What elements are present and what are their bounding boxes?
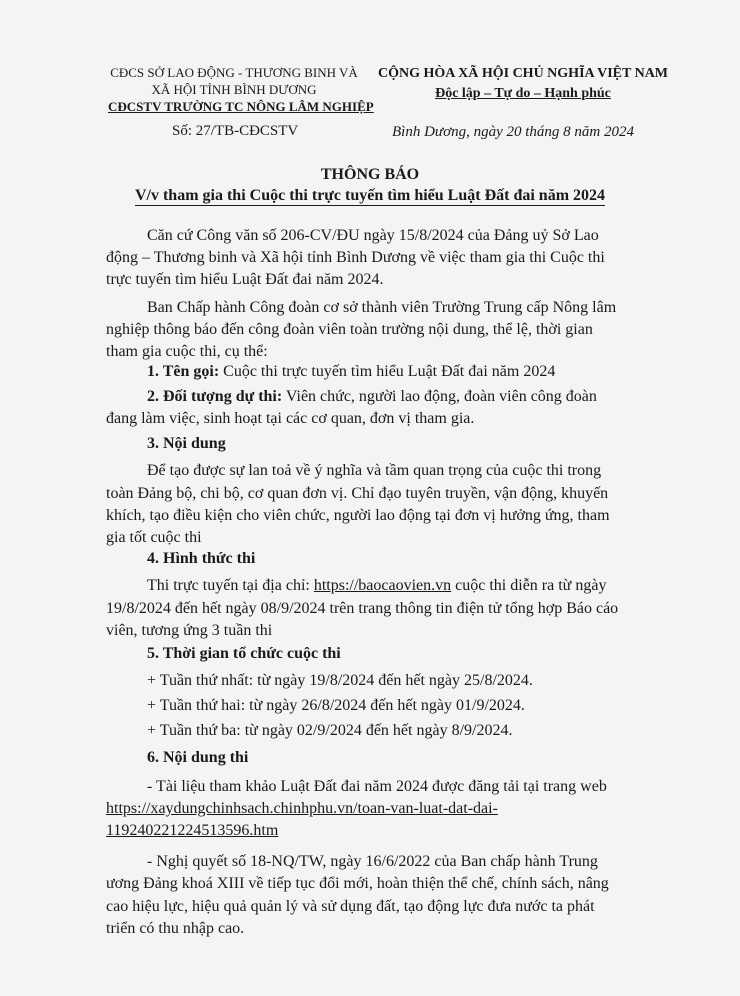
intro-p2-line-1: Ban Chấp hành Công đoàn cơ sở thành viên Trường Trung cấp Nông lâm	[147, 299, 617, 316]
section-6b-line-2: ương Đảng khoá XIII về tiếp tục đổi mới, hoàn thiện thể chế, chính sách, nâng	[106, 875, 609, 892]
section-1-text: Cuộc thi trực tuyến tìm hiểu Luật Đất đai năm 2024	[219, 363, 556, 380]
baocaovien-link[interactable]: https://baocaovien.vn	[313, 577, 452, 594]
law-link-line-1[interactable]: https://xaydungchinhsach.chinhphu.vn/toan-van-luat-dat-dai-	[106, 800, 498, 817]
section-1	[147, 361, 555, 383]
doc-title: THÔNG BÁO	[320, 166, 420, 183]
section-3-line-1: Để tạo được sự lan toả về ý nghĩa và tầm quan trọng của cuộc thi trong	[147, 462, 602, 479]
section-5-title: 5. Thời gian tổ chức cuộc thi	[147, 645, 341, 662]
section-6a-line-1: - Tài liệu tham khảo Luật Đất đai năm 2024 được đăng tải tại trang web	[147, 778, 607, 795]
section-2-label: 2. Đối tượng dự thi:	[147, 388, 283, 405]
section-2-text: Viên chức, người lao động, đoàn viên công đoàn	[282, 388, 597, 405]
section-2-line-2: đang làm việc, sinh hoạt tại các cơ quan, đơn vị tham gia.	[106, 410, 475, 427]
section-4-line-1	[147, 575, 606, 597]
section-3-line-3: khích, tạo điều kiện cho viên chức, người lao động tại đơn vị hưởng ứng, tham	[106, 507, 610, 524]
doc-subject	[0, 187, 740, 205]
section-6b-line-3: cao hiệu lực, hiệu quả quản lý và sử dụng đất, tạo động lực đưa nước ta phát	[106, 898, 595, 915]
org-block	[108, 64, 374, 115]
section-6b-line-4: triển có thu nhập cao.	[106, 920, 245, 937]
intro-p2-line-2: nghiệp thông báo đến công đoàn viên toàn trường nội dung, thể lệ, thời gian	[106, 321, 593, 338]
nation-line-2: Độc lập – Tự do – Hạnh phúc	[435, 86, 611, 101]
org-line-3: CĐCSTV TRƯỜNG TC NÔNG LÂM NGHIỆP	[108, 99, 374, 114]
section-4-suffix: cuộc thi diễn ra từ ngày	[451, 577, 607, 594]
section-4-line-3: viên, tương ứng 3 tuần thi	[106, 622, 273, 639]
law-link-line-2[interactable]: 119240221224513596.htm	[106, 822, 279, 839]
section-6-title: 6. Nội dung thi	[147, 749, 249, 766]
place-date: Bình Dương, ngày 20 tháng 8 năm 2024	[392, 124, 635, 140]
week-2: + Tuần thứ hai: từ ngày 26/8/2024 đến hết ngày 01/9/2024.	[147, 697, 525, 714]
section-3-line-4: gia tốt cuộc thi	[106, 529, 202, 546]
section-1-label: 1. Tên gọi:	[147, 363, 220, 380]
section-3-title: 3. Nội dung	[147, 435, 226, 452]
section-4-line-2: 19/8/2024 đến hết ngày 08/9/2024 trên trang thông tin điện tử tổng hợp Báo cáo	[106, 600, 619, 617]
nation-line-1: CỘNG HÒA XÃ HỘI CHỦ NGHĨA VIỆT NAM	[378, 66, 669, 81]
doc-number: Số: 27/TB-CĐCSTV	[172, 123, 299, 139]
nation-block	[378, 64, 668, 104]
intro-p2-line-3: tham gia cuộc thi, cụ thể:	[106, 343, 268, 360]
week-3: + Tuần thứ ba: từ ngày 02/9/2024 đến hết ngày 8/9/2024.	[147, 722, 513, 739]
doc-subject-text: V/v tham gia thi Cuộc thi trực tuyến tìm hiểu Luật Đất đai năm 2024	[134, 187, 606, 204]
section-3-line-2: toàn Đảng bộ, chi bộ, cơ quan đơn vị. Chỉ đạo tuyên truyền, vận động, khuyến	[106, 485, 609, 502]
section-2	[147, 386, 597, 408]
section-6b-line-1: - Nghị quyết số 18-NQ/TW, ngày 16/6/2022 của Ban chấp hành Trung	[147, 853, 598, 870]
intro-p1-line-1: Căn cứ Công văn số 206-CV/ĐU ngày 15/8/2024 của Đảng uỷ Sở Lao	[147, 227, 599, 244]
section-4-prefix: Thi trực tuyến tại địa chỉ:	[147, 577, 314, 594]
section-4-title: 4. Hình thức thi	[147, 550, 256, 567]
org-line-2: XÃ HỘI TỈNH BÌNH DƯƠNG	[151, 82, 317, 97]
intro-p1-line-2: động – Thương binh và Xã hội tỉnh Bình Dương về việc tham gia thi Cuộc thi	[106, 249, 605, 266]
intro-p1-line-3: trực tuyến tìm hiểu Luật Đất đai năm 2024.	[106, 271, 384, 288]
org-line-1: CĐCS SỞ LAO ĐỘNG - THƯƠNG BINH VÀ	[110, 65, 358, 80]
week-1: + Tuần thứ nhất: từ ngày 19/8/2024 đến hết ngày 25/8/2024.	[147, 672, 533, 689]
